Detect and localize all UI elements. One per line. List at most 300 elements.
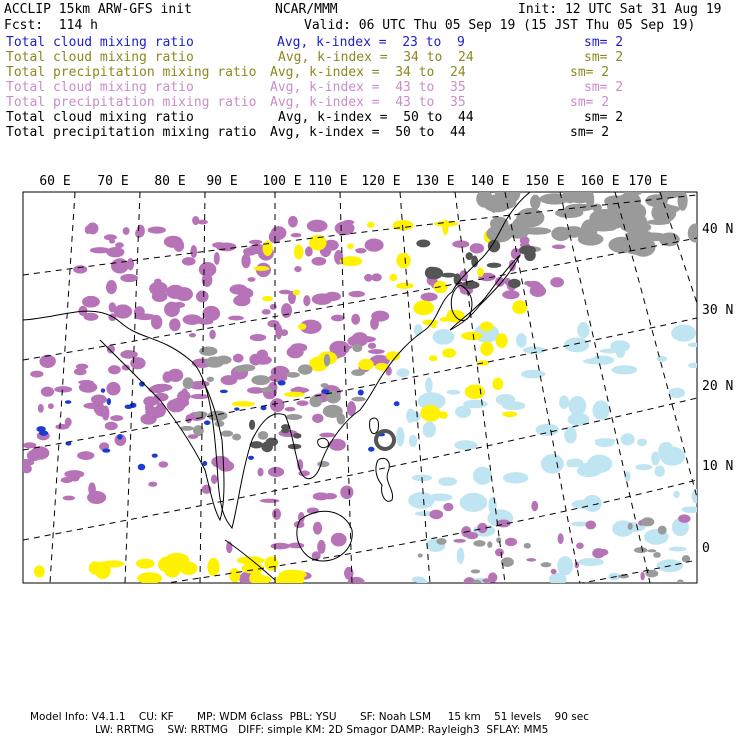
light-cloud-patch [671, 324, 696, 341]
upper-cloud-patch [505, 538, 517, 546]
forecast-hour: Fcst: 114 h [4, 18, 98, 33]
field-k-index-range: Avg, k-index = 34 to 24 [270, 65, 466, 80]
field-name: Total precipitation mixing ratio [6, 125, 257, 140]
valid-time: Valid: 06 UTC Thu 05 Sep 19 (15 JST Thu 05 Sep 19) [304, 18, 696, 33]
low-cloud-patch [471, 569, 480, 573]
upper-cloud-patch [368, 349, 385, 354]
upper-cloud-patch [48, 403, 54, 409]
upper-cloud-patch [296, 400, 308, 406]
upper-cloud-patch [182, 257, 196, 266]
mid-cloud-patch [207, 558, 219, 576]
longitude-label: 100 E [262, 174, 302, 189]
mid-cloud-patch [34, 565, 45, 577]
light-cloud-patch [566, 459, 574, 467]
mid-cloud-patch [389, 274, 397, 281]
longitude-label: 140 E [470, 174, 510, 189]
mid-cloud-patch [137, 572, 162, 584]
mid-cloud-patch [396, 283, 414, 289]
low-cloud-patch [207, 377, 214, 382]
field-name: Total cloud mixing ratio [6, 110, 194, 125]
light-cloud-patch [521, 370, 545, 379]
upper-cloud-patch [270, 304, 277, 310]
upper-cloud-patch [149, 282, 168, 296]
field-name: Total precipitation mixing ratio [6, 95, 257, 110]
mid-cloud-patch [347, 243, 354, 249]
light-cloud-patch [557, 556, 573, 575]
upper-cloud-patch [111, 258, 129, 273]
low-cloud-patch [418, 554, 423, 558]
mid-cloud-patch [293, 290, 301, 296]
field-smoothing: sm= 2 [570, 125, 610, 140]
upper-cloud-patch [272, 508, 281, 520]
latitude-label: 40 N [702, 222, 734, 237]
low-cloud-patch [563, 193, 589, 202]
low-cloud-patch [472, 580, 481, 585]
precip-patch [138, 464, 146, 471]
light-cloud-patch [688, 363, 700, 369]
light-cloud-patch [682, 506, 701, 513]
low-cloud-patch [205, 357, 224, 368]
upper-cloud-patch [120, 350, 138, 359]
upper-cloud-patch [597, 549, 608, 556]
low-cloud-patch [234, 365, 248, 372]
upper-cloud-patch [114, 304, 132, 318]
mid-cloud-patch [237, 556, 265, 564]
light-cloud-patch [692, 489, 701, 503]
upper-cloud-patch [73, 265, 87, 273]
field-name: Total precipitation mixing ratio [6, 65, 257, 80]
precip-patch [117, 434, 122, 440]
low-cloud-patch [659, 189, 680, 198]
dense-cloud-patch [487, 263, 502, 268]
mid-cloud-patch [413, 300, 434, 315]
upper-cloud-patch [82, 296, 100, 308]
upper-cloud-patch [77, 451, 94, 460]
low-cloud-patch [251, 375, 270, 385]
upper-cloud-patch [39, 355, 55, 368]
low-cloud-patch [323, 405, 343, 418]
mid-cloud-patch [340, 256, 362, 266]
precip-patch [368, 447, 374, 452]
upper-cloud-patch [249, 240, 262, 245]
mid-cloud-patch [358, 359, 374, 370]
mid-cloud-patch [232, 401, 255, 407]
upper-cloud-patch [443, 503, 453, 511]
upper-cloud-patch [196, 291, 209, 303]
light-cloud-patch [568, 396, 586, 415]
precip-patch [234, 407, 239, 410]
low-cloud-patch [487, 541, 492, 548]
low-cloud-patch [495, 196, 516, 209]
upper-cloud-patch [271, 543, 291, 550]
mid-cloud-patch [492, 378, 503, 390]
longitude-label: 70 E [97, 174, 129, 189]
light-cloud-patch [496, 394, 515, 405]
low-cloud-patch [309, 396, 322, 408]
upper-cloud-patch [348, 291, 365, 297]
light-cloud-patch [549, 573, 567, 586]
mid-cloud-patch [461, 332, 482, 341]
upper-cloud-patch [190, 394, 208, 399]
low-cloud-patch [524, 543, 531, 549]
field-k-index-range: Avg, k-index = 34 to 24 [278, 50, 474, 65]
low-cloud-patch [351, 369, 365, 376]
upper-cloud-patch [324, 493, 337, 499]
low-cloud-patch [628, 523, 633, 530]
low-cloud-patch [647, 549, 656, 552]
dense-cloud-patch [441, 273, 456, 278]
model-title: ACCLIP 15km ARW-GFS init [4, 2, 192, 17]
upper-cloud-patch [212, 242, 226, 248]
low-cloud-patch [586, 190, 594, 210]
upper-cloud-patch [214, 252, 220, 265]
light-cloud-patch [425, 377, 432, 393]
upper-cloud-patch [38, 404, 44, 413]
field-k-index-range: Avg, k-index = 23 to 9 [277, 35, 465, 50]
upper-cloud-patch [164, 302, 180, 317]
upper-cloud-patch [331, 315, 344, 322]
light-cloud-patch [635, 464, 652, 470]
organization-label: NCAR/MMM [275, 2, 338, 17]
init-time: Init: 12 UTC Sat 31 Aug 19 [518, 2, 722, 17]
upper-cloud-patch [355, 336, 376, 343]
light-cloud-patch [578, 558, 604, 566]
mid-cloud-patch [264, 556, 278, 570]
light-cloud-patch [583, 495, 602, 512]
upper-cloud-patch [311, 257, 326, 266]
mid-cloud-patch [254, 266, 270, 271]
light-cloud-patch [503, 472, 529, 483]
light-cloud-patch [616, 346, 625, 357]
light-cloud-patch [457, 547, 465, 564]
light-cloud-patch [688, 343, 702, 348]
longitude-label: 110 E [308, 174, 348, 189]
upper-cloud-patch [343, 220, 355, 225]
upper-cloud-patch [134, 313, 155, 320]
upper-cloud-patch [303, 295, 310, 306]
upper-cloud-patch [551, 569, 557, 574]
upper-cloud-patch [678, 514, 690, 523]
upper-cloud-patch [30, 371, 43, 378]
low-cloud-patch [496, 537, 501, 543]
upper-cloud-patch [169, 318, 180, 331]
low-cloud-patch [634, 547, 647, 553]
upper-cloud-patch [74, 368, 87, 375]
upper-cloud-patch [550, 277, 564, 287]
upper-cloud-patch [294, 266, 301, 272]
low-cloud-patch [194, 411, 208, 417]
mid-cloud-patch [294, 245, 303, 260]
field-smoothing: sm= 2 [584, 50, 624, 65]
dense-cloud-patch [249, 420, 255, 430]
upper-cloud-patch [260, 499, 280, 503]
field-name: Total cloud mixing ratio [6, 80, 194, 95]
upper-cloud-patch [136, 225, 144, 238]
upper-cloud-patch [140, 413, 156, 424]
physics-info-line: LW: RRTMG SW: RRTMG DIFF: simple KM: 2D Smagor DAMP: Rayleigh3 SFLAY: MM5 [95, 724, 549, 736]
light-cloud-patch [579, 462, 602, 474]
field-k-index-range: Avg, k-index = 50 to 44 [278, 110, 474, 125]
upper-cloud-patch [576, 543, 584, 549]
upper-cloud-patch [271, 366, 290, 379]
upper-cloud-patch [313, 522, 322, 535]
upper-cloud-patch [65, 417, 72, 426]
low-cloud-patch [653, 552, 661, 558]
upper-cloud-patch [351, 314, 360, 325]
field-k-index-range: Avg, k-index = 43 to 35 [270, 80, 466, 95]
light-cloud-patch [433, 329, 455, 345]
upper-cloud-patch [257, 468, 263, 477]
light-cloud-patch [408, 492, 434, 509]
light-cloud-patch [409, 435, 417, 447]
upper-cloud-patch [63, 496, 75, 501]
light-cloud-patch [564, 337, 589, 352]
precip-patch [278, 380, 286, 385]
upper-cloud-patch [106, 280, 117, 294]
light-cloud-patch [414, 324, 423, 336]
low-cloud-patch [436, 538, 446, 545]
upper-cloud-patch [106, 247, 124, 257]
upper-cloud-patch [453, 539, 466, 543]
mid-cloud-patch [465, 385, 485, 400]
upper-cloud-patch [209, 330, 216, 340]
light-cloud-patch [673, 491, 679, 498]
low-cloud-patch [324, 354, 330, 367]
light-cloud-patch [621, 433, 635, 445]
field-smoothing: sm= 2 [570, 65, 610, 80]
upper-cloud-patch [120, 274, 138, 282]
upper-cloud-patch [166, 285, 184, 299]
upper-cloud-patch [291, 233, 302, 237]
low-cloud-patch [678, 191, 688, 211]
upper-cloud-patch [288, 542, 304, 548]
upper-cloud-patch [285, 407, 296, 411]
light-cloud-patch [655, 466, 665, 477]
light-cloud-patch [535, 424, 558, 436]
field-k-index-range: Avg, k-index = 50 to 44 [270, 125, 466, 140]
upper-cloud-patch [340, 485, 353, 499]
light-cloud-patch [438, 477, 457, 486]
light-cloud-patch [455, 406, 471, 418]
light-cloud-patch [657, 356, 668, 362]
light-cloud-patch [447, 390, 460, 395]
longitude-label: 60 E [39, 174, 71, 189]
field-name: Total cloud mixing ratio [6, 50, 194, 65]
field-smoothing: sm= 2 [584, 80, 624, 95]
mid-cloud-patch [429, 355, 438, 361]
upper-cloud-patch [250, 334, 267, 341]
low-cloud-patch [541, 562, 552, 567]
upper-cloud-patch [109, 302, 116, 312]
precip-patch [394, 401, 400, 406]
upper-cloud-patch [203, 306, 221, 321]
upper-cloud-patch [105, 422, 118, 431]
upper-cloud-patch [495, 548, 504, 556]
low-cloud-patch [286, 372, 300, 378]
upper-cloud-patch [470, 243, 484, 253]
upper-cloud-patch [70, 473, 80, 481]
mid-cloud-patch [279, 570, 307, 580]
longitude-label: 170 E [628, 174, 668, 189]
upper-cloud-patch [558, 533, 564, 544]
upper-cloud-patch [183, 314, 202, 325]
mid-cloud-patch [503, 411, 518, 417]
low-cloud-patch [473, 540, 485, 546]
dense-cloud-patch [508, 279, 521, 288]
low-cloud-patch [320, 383, 328, 388]
light-cloud-patch [669, 388, 686, 398]
upper-cloud-patch [502, 290, 519, 299]
light-cloud-patch [651, 451, 660, 465]
upper-cloud-patch [254, 355, 272, 364]
light-cloud-patch [454, 440, 477, 450]
low-cloud-patch [298, 364, 312, 374]
upper-cloud-patch [130, 357, 145, 369]
upper-cloud-patch [148, 386, 165, 393]
upper-cloud-patch [228, 316, 244, 321]
low-cloud-patch [351, 397, 365, 402]
field-name: Total cloud mixing ratio [6, 35, 194, 50]
upper-cloud-patch [482, 578, 491, 583]
low-cloud-patch [604, 223, 616, 230]
upper-cloud-patch [233, 354, 244, 363]
mid-cloud-patch [263, 240, 273, 256]
mid-cloud-patch [367, 222, 374, 228]
mid-cloud-patch [102, 560, 125, 567]
upper-cloud-patch [585, 520, 596, 529]
upper-cloud-patch [158, 461, 168, 467]
upper-cloud-patch [526, 558, 536, 562]
light-cloud-patch [660, 447, 685, 466]
upper-cloud-patch [107, 345, 115, 354]
light-cloud-patch [595, 439, 615, 447]
upper-cloud-patch [262, 309, 271, 315]
light-cloud-patch [423, 421, 436, 437]
upper-cloud-patch [148, 482, 157, 487]
light-cloud-patch [396, 427, 404, 446]
upper-cloud-patch [115, 242, 124, 248]
low-cloud-patch [215, 420, 225, 427]
upper-cloud-patch [54, 386, 72, 392]
mid-cloud-patch [165, 553, 190, 568]
mid-cloud-patch [136, 559, 154, 569]
upper-cloud-patch [371, 273, 382, 281]
mid-cloud-patch [298, 323, 307, 329]
low-cloud-patch [261, 387, 273, 392]
light-cloud-patch [473, 467, 492, 485]
latitude-label: 30 N [702, 303, 734, 318]
upper-cloud-patch [429, 510, 443, 520]
upper-cloud-patch [552, 245, 566, 250]
upper-cloud-patch [108, 365, 121, 374]
light-cloud-patch [559, 395, 569, 408]
upper-cloud-patch [268, 467, 284, 477]
upper-cloud-patch [90, 247, 110, 253]
low-cloud-patch [638, 232, 668, 241]
low-cloud-patch [578, 233, 604, 246]
dense-cloud-patch [524, 249, 536, 261]
latitude-label: 10 N [702, 459, 734, 474]
field-smoothing: sm= 2 [584, 110, 624, 125]
upper-cloud-patch [421, 292, 438, 301]
field-smoothing: sm= 2 [570, 95, 610, 110]
upper-cloud-patch [466, 532, 478, 539]
upper-cloud-patch [211, 474, 217, 484]
field-smoothing: sm= 2 [584, 35, 624, 50]
upper-cloud-patch [106, 382, 120, 396]
light-cloud-patch [410, 411, 421, 422]
precip-patch [65, 400, 71, 404]
upper-cloud-patch [192, 216, 199, 225]
low-cloud-patch [286, 414, 303, 420]
upper-cloud-patch [531, 501, 538, 512]
upper-cloud-patch [189, 333, 196, 337]
upper-cloud-patch [371, 311, 389, 322]
upper-cloud-patch [288, 216, 298, 228]
light-cloud-patch [577, 322, 589, 338]
upper-cloud-patch [307, 220, 328, 232]
light-cloud-patch [541, 454, 564, 473]
dense-cloud-patch [261, 442, 273, 453]
upper-cloud-patch [16, 459, 34, 466]
mid-cloud-patch [439, 411, 448, 419]
light-cloud-patch [583, 358, 608, 364]
upper-cloud-patch [91, 395, 107, 405]
upper-cloud-patch [640, 572, 644, 581]
light-cloud-patch [612, 365, 638, 374]
mid-cloud-patch [512, 300, 527, 314]
precip-patch [220, 390, 228, 393]
latitude-label: 0 [702, 541, 710, 556]
upper-cloud-patch [329, 439, 346, 451]
low-cloud-patch [530, 195, 541, 210]
field-k-index-range: Avg, k-index = 43 to 35 [270, 95, 466, 110]
longitude-label: 130 E [415, 174, 455, 189]
low-cloud-patch [641, 517, 654, 526]
precip-patch [152, 453, 158, 457]
upper-cloud-patch [290, 343, 307, 352]
dense-cloud-patch [416, 239, 430, 247]
mid-cloud-patch [262, 296, 273, 302]
upper-cloud-patch [241, 254, 250, 269]
precip-patch [248, 456, 254, 460]
upper-cloud-patch [181, 388, 187, 396]
light-cloud-patch [412, 576, 425, 583]
longitude-label: 120 E [361, 174, 401, 189]
mid-cloud-patch [496, 333, 508, 348]
upper-cloud-patch [109, 239, 115, 244]
mid-cloud-patch [480, 341, 493, 356]
low-cloud-patch [221, 430, 233, 436]
mid-cloud-patch [386, 351, 400, 361]
upper-cloud-patch [275, 324, 282, 339]
upper-cloud-patch [368, 343, 376, 349]
upper-cloud-patch [190, 245, 197, 258]
mid-cloud-patch [480, 322, 494, 332]
upper-cloud-patch [110, 415, 123, 421]
precip-patch [107, 398, 111, 405]
low-cloud-patch [258, 431, 268, 440]
low-cloud-patch [183, 377, 194, 389]
upper-cloud-patch [319, 433, 334, 438]
low-cloud-patch [483, 194, 491, 205]
upper-cloud-patch [148, 226, 166, 233]
low-cloud-patch [199, 347, 217, 356]
mid-cloud-patch [420, 405, 440, 422]
light-cloud-patch [669, 547, 687, 552]
upper-cloud-patch [312, 414, 323, 423]
upper-cloud-patch [270, 398, 285, 412]
